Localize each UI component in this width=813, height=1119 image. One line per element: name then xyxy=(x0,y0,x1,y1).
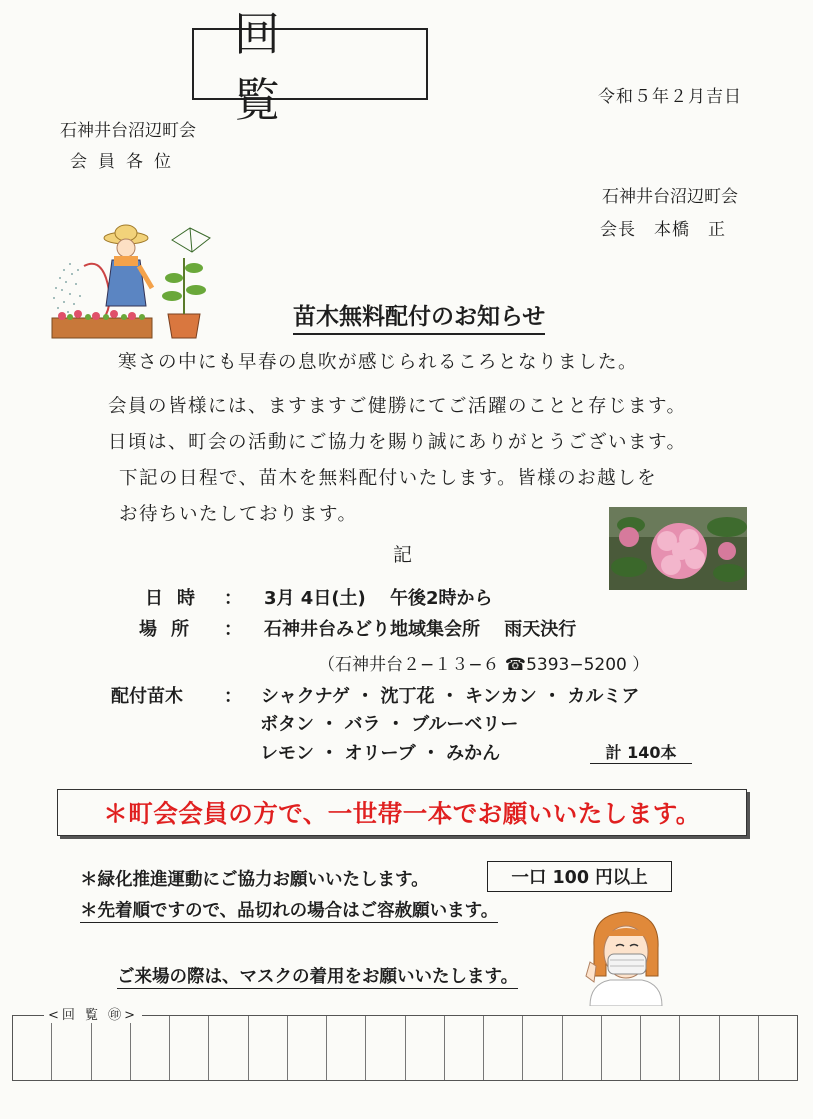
datetime-label: 日時 xyxy=(145,588,209,609)
datetime-value: 3月 4日(土) 午後2時から xyxy=(264,588,493,609)
stamp-cell xyxy=(602,1016,641,1080)
ki-mark: 記 xyxy=(393,544,413,566)
mask-icon xyxy=(608,954,646,974)
donation-amount: 一口 100 円以上 xyxy=(487,861,672,892)
notice-heading: 苗木無料配付のお知らせ xyxy=(293,298,545,335)
stamp-cell xyxy=(288,1016,327,1080)
seedlings-line-1: シャクナゲ ・ 沈丁花 ・ キンカン ・ カルミア xyxy=(261,686,640,707)
stamp-cell xyxy=(209,1016,248,1080)
sender-org: 石神井台沼辺町会 xyxy=(602,187,738,207)
stamp-cell xyxy=(170,1016,209,1080)
flower-photo xyxy=(609,507,747,590)
issue-date: 令和５年２月吉日 xyxy=(598,87,742,107)
seedlings-line-2: ボタン ・ バラ ・ ブルーベリー xyxy=(260,714,519,735)
mask-woman-illustration xyxy=(580,906,672,1006)
body-line-5: お待ちいたしております。 xyxy=(119,504,358,525)
place-address: （石神井台２−１３−６ ☎5393−5200 ） xyxy=(318,655,650,675)
stamp-cell xyxy=(759,1016,797,1080)
circulation-stamp-table xyxy=(12,1015,798,1081)
stamp-cell xyxy=(249,1016,288,1080)
seedlings-label: 配付苗木 xyxy=(111,686,183,707)
place-colon: ： xyxy=(224,619,242,640)
body-line-1: 寒さの中にも早春の息吹が感じられるころとなりました。 xyxy=(118,352,639,373)
circulation-label: <回 覧 ㊞> xyxy=(44,1004,142,1023)
seedlings-line-3: レモン ・ オリーブ ・ みかん xyxy=(260,743,501,764)
stamp-cell xyxy=(720,1016,759,1080)
recipient-org: 石神井台沼辺町会 xyxy=(60,121,196,141)
mask-note: ご来場の際は、マスクの着用をお願いいたします。 xyxy=(117,963,518,989)
stamp-cell xyxy=(52,1016,91,1080)
datetime-colon: ： xyxy=(224,588,242,609)
seedlings-total: 計 140本 xyxy=(590,740,692,764)
place-value: 石神井台みどり地域集会所 雨天決行 xyxy=(264,619,577,640)
body-line-2: 会員の皆様には、ますますご健勝にてご活躍のことと存じます。 xyxy=(108,396,687,417)
body-line-3: 日頃は、町会の活動にご協力を賜り誠にありがとうございます。 xyxy=(108,432,687,453)
first-come-note: ＊先着順ですので、品切れの場合はご容赦願います。 xyxy=(80,897,498,923)
greening-note: ＊緑化推進運動にご協力お願いいたします。 xyxy=(80,870,429,890)
stamp-cell xyxy=(484,1016,523,1080)
stamp-cell xyxy=(327,1016,366,1080)
body-line-4: 下記の日程で、苗木を無料配付いたします。皆様のお越しを xyxy=(119,468,658,489)
sender-name: 会長 本橋 正 xyxy=(600,220,726,240)
one-per-household-notice: ＊町会会員の方で、一世帯一本でお願いいたします。 xyxy=(57,789,747,836)
stamp-cell xyxy=(131,1016,170,1080)
stamp-cell xyxy=(406,1016,445,1080)
gardener-illustration xyxy=(44,218,216,346)
stamp-cell xyxy=(92,1016,131,1080)
place-label: 場所 xyxy=(139,619,203,640)
stamp-cell xyxy=(641,1016,680,1080)
circular-title: 回 覧 xyxy=(192,28,428,100)
stamp-cell xyxy=(563,1016,602,1080)
stamp-cell xyxy=(366,1016,405,1080)
water-spray-icon xyxy=(53,263,81,313)
stamp-cell xyxy=(445,1016,484,1080)
recipient-members: 会員各位 xyxy=(70,152,182,172)
seedlings-colon: ： xyxy=(224,686,242,707)
stamp-cell xyxy=(523,1016,562,1080)
stamp-cell xyxy=(13,1016,52,1080)
stamp-cell xyxy=(680,1016,719,1080)
